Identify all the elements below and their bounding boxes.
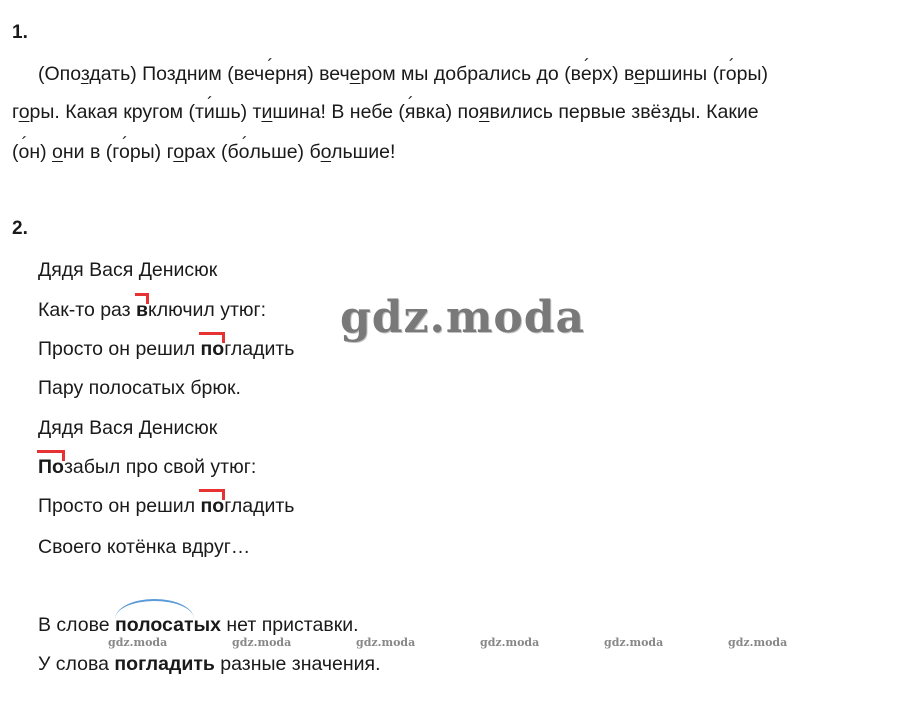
prefix-mark: По xyxy=(38,456,64,478)
poem-line-7: Просто он решил погладить xyxy=(38,495,295,517)
task-1-line-3: (о ´н) они в (го ´ры) горах (бо ´льше) большие! xyxy=(12,140,395,164)
note-meanings: У слова погладить разные значения. xyxy=(38,653,381,675)
watermark-small: gdz.moda xyxy=(232,636,292,649)
task-2-number: 2. xyxy=(12,218,28,239)
task-1-line-2: горы. Какая кругом (ти ´шь) тишина! В небе (я ´вка) появились первые звёзды. Какие xyxy=(12,100,759,124)
watermark-small: gdz.moda xyxy=(728,636,788,649)
poem-line-6: Позабыл про свой утюг: xyxy=(38,456,257,478)
note-no-prefix: В слове полосатых нет приставки. xyxy=(38,613,359,637)
watermark-small: gdz.moda xyxy=(604,636,664,649)
watermark-small: gdz.moda xyxy=(480,636,540,649)
poem-line-2: Как-то раз включил утюг: xyxy=(38,299,267,321)
prefix-mark: по xyxy=(200,338,225,360)
poem-line-5: Дядя Вася Денисюк xyxy=(38,417,218,439)
poem-line-4: Пару полосатых брюк. xyxy=(38,377,241,399)
prefix-mark: в xyxy=(136,299,149,321)
root-mark: полосат xyxy=(115,613,193,637)
task-1-line-1: (Опоздать) Поздним (вече ´рня) вечером мы добрались до (ве ´рх) вершины (го ´ры) xyxy=(38,62,768,86)
watermark-small: gdz.moda xyxy=(108,636,168,649)
task-1-number: 1. xyxy=(12,22,28,43)
root-arc xyxy=(115,599,193,619)
poem-line-3: Просто он решил погладить xyxy=(38,338,295,360)
prefix-mark: по xyxy=(200,495,225,517)
poem-line-8: Своего котёнка вдруг… xyxy=(38,536,251,558)
poem-line-1: Дядя Вася Денисюк xyxy=(38,259,218,281)
watermark-logo: gdz.moda xyxy=(340,292,586,343)
watermark-small: gdz.moda xyxy=(356,636,416,649)
